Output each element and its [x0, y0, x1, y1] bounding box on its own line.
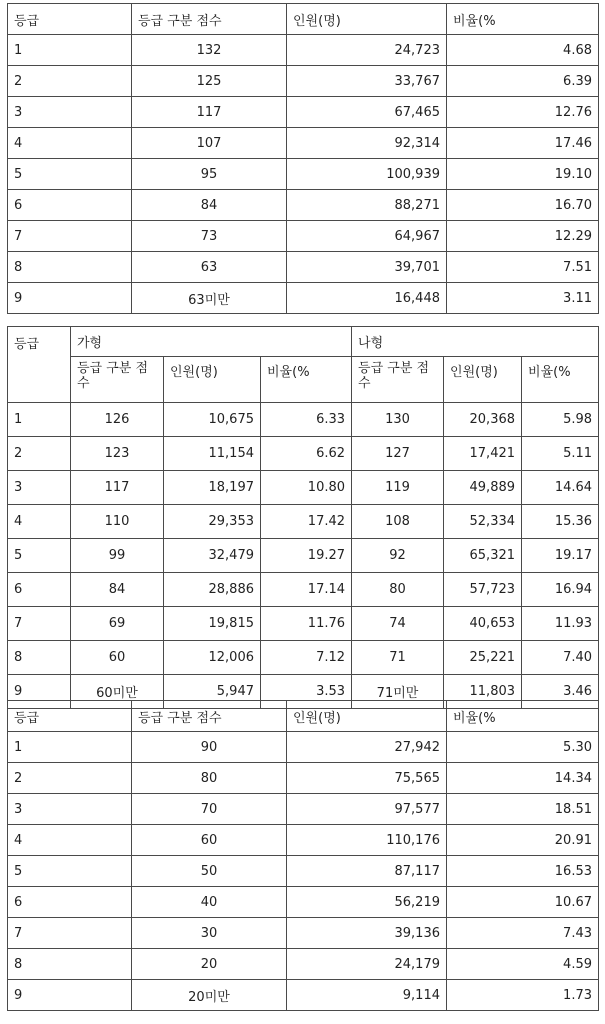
table-cell: 29,353: [164, 505, 261, 539]
table-cell: 69: [71, 607, 164, 641]
table-cell: 40: [132, 887, 287, 918]
table-cell: 100,939: [287, 159, 447, 190]
header-grade: 등급: [8, 4, 132, 35]
table-cell: 7: [8, 918, 132, 949]
table-cell: 9,114: [287, 980, 447, 1011]
table-row: [8, 437, 599, 471]
table-cell: 7.43: [447, 918, 599, 949]
table-cell: 80: [132, 763, 287, 794]
table-cell: 84: [71, 573, 164, 607]
table-row: [8, 887, 599, 918]
grade-table-2: [7, 326, 599, 709]
table-cell: 119: [352, 471, 444, 505]
table-cell: 16.94: [522, 573, 599, 607]
grade-table-3: [7, 700, 599, 1011]
table-row: [8, 66, 599, 97]
table-cell: 64,967: [287, 221, 447, 252]
table-cell: 6.39: [447, 66, 599, 97]
table-cell: 125: [132, 66, 287, 97]
table-cell: 7.40: [522, 641, 599, 675]
table-cell: 25,221: [444, 641, 522, 675]
table-cell: 5: [8, 539, 71, 573]
table-cell: 11,154: [164, 437, 261, 471]
header-a-count: 인원(명): [164, 357, 261, 403]
table-row: [8, 918, 599, 949]
table-row: [8, 35, 599, 66]
table-cell: 12,006: [164, 641, 261, 675]
table-row: [8, 732, 599, 763]
table-row: [8, 794, 599, 825]
table-group-header-row: [8, 327, 599, 357]
table-cell: 17.46: [447, 128, 599, 159]
header-group-b: 나형: [352, 327, 599, 357]
header-b-cutoff-score: 등급 구분 점수: [352, 357, 444, 403]
table-cell: 5: [8, 159, 132, 190]
table-cell: 5,947: [164, 675, 261, 709]
table-cell: 10,675: [164, 403, 261, 437]
table-cell: 110: [71, 505, 164, 539]
table-row: [8, 221, 599, 252]
table-cell: 4.68: [447, 35, 599, 66]
table-sub-header-row: [8, 357, 599, 403]
table-cell: 65,321: [444, 539, 522, 573]
table-cell: 7.12: [261, 641, 352, 675]
grade-table-1-body: [8, 4, 599, 314]
table-row: [8, 128, 599, 159]
table-cell: 3: [8, 794, 132, 825]
table-cell: 5.98: [522, 403, 599, 437]
table-cell: 75,565: [287, 763, 447, 794]
table-row: [8, 607, 599, 641]
table-cell: 18.51: [447, 794, 599, 825]
table-cell: 9: [8, 980, 132, 1011]
table-row: [8, 573, 599, 607]
table-cell: 71미만: [352, 675, 444, 709]
table-cell: 19.17: [522, 539, 599, 573]
table-cell: 12.76: [447, 97, 599, 128]
header-count: 인원(명): [287, 4, 447, 35]
table-row: [8, 641, 599, 675]
table-row: [8, 763, 599, 794]
table-row: [8, 403, 599, 437]
table-cell: 14.64: [522, 471, 599, 505]
table-cell: 74: [352, 607, 444, 641]
table-row: [8, 980, 599, 1011]
header-b-ratio: 비율(%: [522, 357, 599, 403]
table-cell: 57,723: [444, 573, 522, 607]
table-cell: 73: [132, 221, 287, 252]
table-cell: 130: [352, 403, 444, 437]
header-a-cutoff-score: 등급 구분 점수: [71, 357, 164, 403]
table-cell: 6.33: [261, 403, 352, 437]
grade-table-1: [7, 3, 599, 314]
table-cell: 127: [352, 437, 444, 471]
grade-table-2-body: [8, 327, 599, 709]
table-cell: 20: [132, 949, 287, 980]
table-cell: 88,271: [287, 190, 447, 221]
table-cell: 8: [8, 949, 132, 980]
table-row: [8, 825, 599, 856]
table-cell: 3.46: [522, 675, 599, 709]
table-cell: 39,136: [287, 918, 447, 949]
table-cell: 5: [8, 856, 132, 887]
table-cell: 50: [132, 856, 287, 887]
table-cell: 4.59: [447, 949, 599, 980]
table-cell: 67,465: [287, 97, 447, 128]
table-cell: 52,334: [444, 505, 522, 539]
table-row: [8, 97, 599, 128]
table-cell: 6: [8, 887, 132, 918]
table-cell: 19.10: [447, 159, 599, 190]
table-cell: 1.73: [447, 980, 599, 1011]
table-cell: 6: [8, 190, 132, 221]
table-cell: 7: [8, 221, 132, 252]
table-cell: 117: [132, 97, 287, 128]
header-cutoff-score: 등급 구분 점수: [132, 4, 287, 35]
table-cell: 24,723: [287, 35, 447, 66]
table-row: [8, 283, 599, 314]
header-a-ratio: 비율(%: [261, 357, 352, 403]
table-cell: 8: [8, 252, 132, 283]
table-cell: 5.11: [522, 437, 599, 471]
table-cell: 10.67: [447, 887, 599, 918]
table-header-row: [8, 701, 599, 732]
table-cell: 16,448: [287, 283, 447, 314]
table-cell: 4: [8, 128, 132, 159]
table-cell: 99: [71, 539, 164, 573]
table-cell: 108: [352, 505, 444, 539]
table-cell: 9: [8, 675, 71, 709]
table-cell: 92,314: [287, 128, 447, 159]
table-row: [8, 252, 599, 283]
table-cell: 3: [8, 471, 71, 505]
table-cell: 71: [352, 641, 444, 675]
header-group-a: 가형: [71, 327, 352, 357]
table-cell: 2: [8, 763, 132, 794]
table-cell: 20.91: [447, 825, 599, 856]
table-cell: 19.27: [261, 539, 352, 573]
table-row: [8, 539, 599, 573]
header-ratio: 비율(%: [447, 701, 599, 732]
table-cell: 95: [132, 159, 287, 190]
table-cell: 15.36: [522, 505, 599, 539]
table-cell: 56,219: [287, 887, 447, 918]
header-ratio: 비율(%: [447, 4, 599, 35]
table-cell: 19,815: [164, 607, 261, 641]
table-cell: 5.30: [447, 732, 599, 763]
table-cell: 60: [71, 641, 164, 675]
table-cell: 32,479: [164, 539, 261, 573]
table-cell: 40,653: [444, 607, 522, 641]
table-cell: 11,803: [444, 675, 522, 709]
table-cell: 126: [71, 403, 164, 437]
table-cell: 1: [8, 732, 132, 763]
table-cell: 1: [8, 35, 132, 66]
table-cell: 16.53: [447, 856, 599, 887]
header-grade: 등급: [8, 327, 71, 403]
table-cell: 107: [132, 128, 287, 159]
table-cell: 20미만: [132, 980, 287, 1011]
table-cell: 132: [132, 35, 287, 66]
table-cell: 63: [132, 252, 287, 283]
table-cell: 80: [352, 573, 444, 607]
table-cell: 6.62: [261, 437, 352, 471]
table-cell: 3.53: [261, 675, 352, 709]
table-row: [8, 159, 599, 190]
table-cell: 60미만: [71, 675, 164, 709]
table-cell: 87,117: [287, 856, 447, 887]
table-cell: 1: [8, 403, 71, 437]
table-cell: 20,368: [444, 403, 522, 437]
table-row: [8, 949, 599, 980]
table-cell: 9: [8, 283, 132, 314]
table-row: [8, 190, 599, 221]
table-cell: 28,886: [164, 573, 261, 607]
table-cell: 123: [71, 437, 164, 471]
table-cell: 110,176: [287, 825, 447, 856]
table-cell: 17,421: [444, 437, 522, 471]
table-cell: 4: [8, 505, 71, 539]
table-cell: 6: [8, 573, 71, 607]
table-cell: 11.76: [261, 607, 352, 641]
table-cell: 117: [71, 471, 164, 505]
table-cell: 24,179: [287, 949, 447, 980]
table-cell: 30: [132, 918, 287, 949]
table-cell: 10.80: [261, 471, 352, 505]
table-row: [8, 471, 599, 505]
table-cell: 16.70: [447, 190, 599, 221]
table-cell: 84: [132, 190, 287, 221]
table-cell: 49,889: [444, 471, 522, 505]
table-cell: 3: [8, 97, 132, 128]
table-cell: 97,577: [287, 794, 447, 825]
table-cell: 70: [132, 794, 287, 825]
table-cell: 39,701: [287, 252, 447, 283]
header-grade: 등급: [8, 701, 132, 732]
table-cell: 18,197: [164, 471, 261, 505]
table-row: [8, 505, 599, 539]
table-row: [8, 856, 599, 887]
header-cutoff-score: 등급 구분 점수: [132, 701, 287, 732]
table-cell: 60: [132, 825, 287, 856]
table-cell: 92: [352, 539, 444, 573]
table-cell: 90: [132, 732, 287, 763]
table-cell: 2: [8, 66, 132, 97]
table-cell: 7: [8, 607, 71, 641]
header-count: 인원(명): [287, 701, 447, 732]
table-cell: 2: [8, 437, 71, 471]
table-cell: 17.14: [261, 573, 352, 607]
header-b-count: 인원(명): [444, 357, 522, 403]
table-header-row: [8, 4, 599, 35]
table-cell: 17.42: [261, 505, 352, 539]
table-cell: 33,767: [287, 66, 447, 97]
table-cell: 4: [8, 825, 132, 856]
table-cell: 12.29: [447, 221, 599, 252]
table-cell: 11.93: [522, 607, 599, 641]
table-cell: 7.51: [447, 252, 599, 283]
grade-table-3-body: [8, 701, 599, 1011]
table-cell: 27,942: [287, 732, 447, 763]
table-cell: 8: [8, 641, 71, 675]
table-cell: 63미만: [132, 283, 287, 314]
table-cell: 14.34: [447, 763, 599, 794]
table-cell: 3.11: [447, 283, 599, 314]
